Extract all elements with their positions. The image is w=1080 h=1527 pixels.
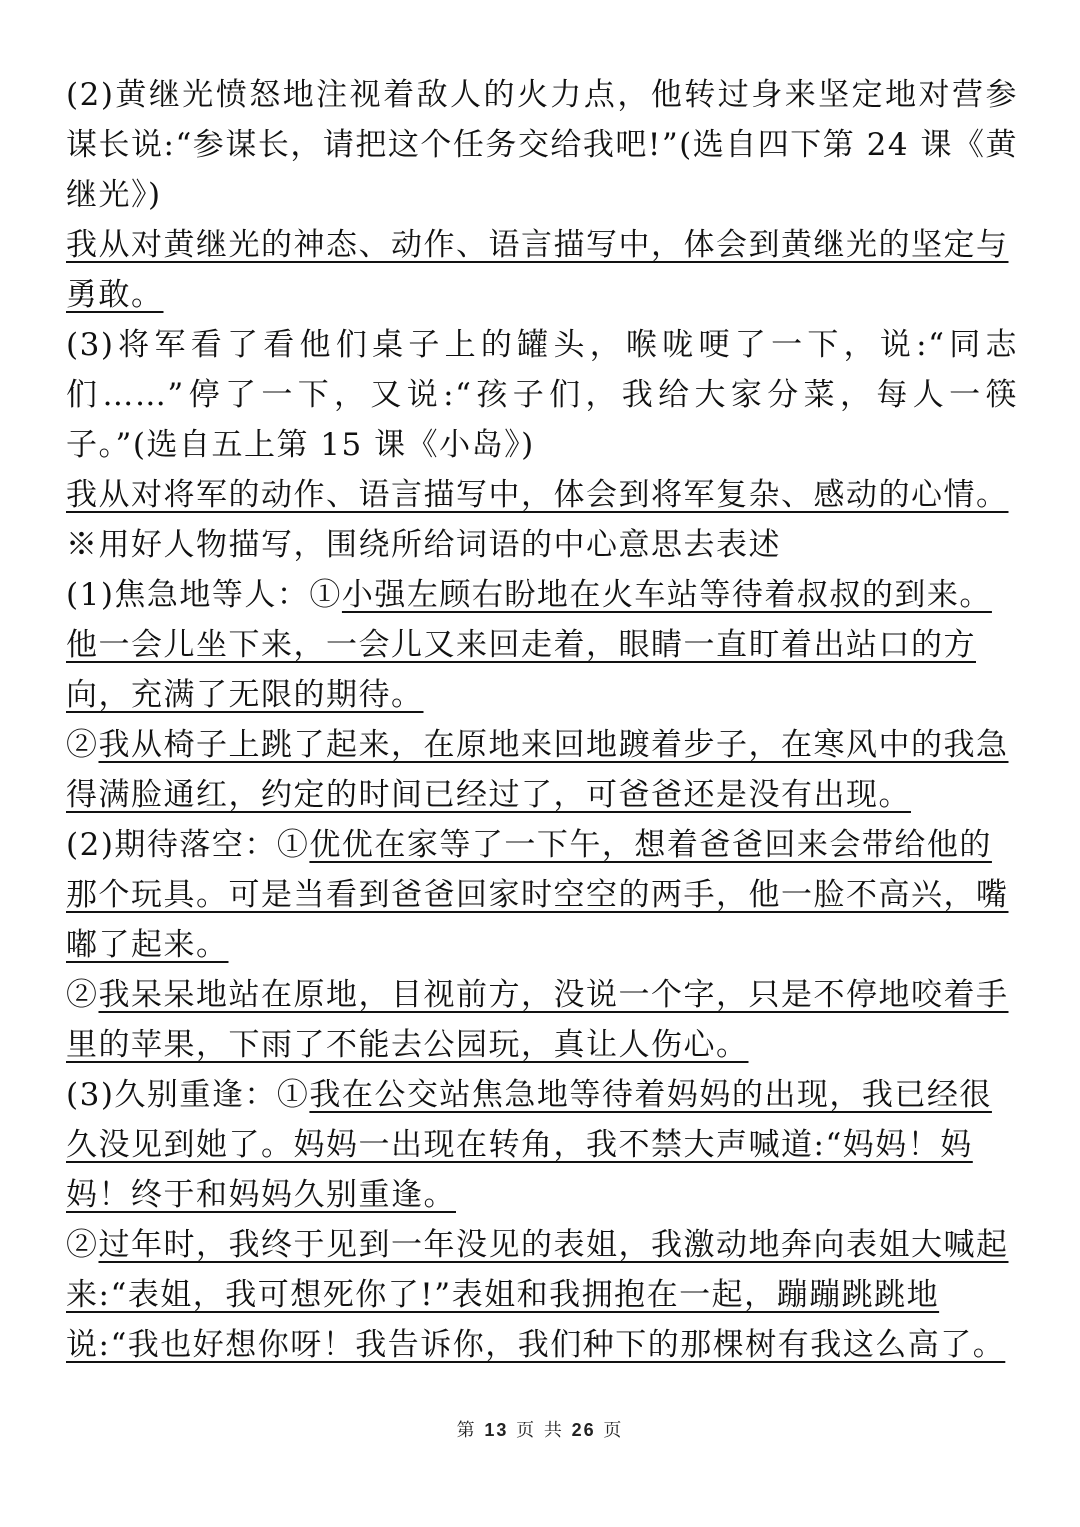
prompt-1-label-2: ② [66,727,99,763]
example-2-answer [66,220,1018,320]
prompt-1-label: (1)焦急地等人：① [66,577,342,613]
prompt-1-answer-2 [66,720,1018,820]
prompt-3-label: (3)久别重逢：① [66,1077,310,1113]
footer-prefix: 第 [456,1420,477,1441]
prompt-2-label-2: ② [66,977,99,1013]
page-number-footer [0,1416,1080,1442]
prompt-2-answer-2-text: 我呆呆地站在原地，目视前方，没说一个字，只是不停地咬着手里的苹果，下雨了不能去公园玩，真让人伤心。 [66,977,1009,1063]
prompt-3-answer-2 [66,1220,1018,1370]
page-content [66,70,1018,1370]
example-2-answer-text: 我从对黄继光的神态、动作、语言描写中，体会到黄继光的坚定与勇敢。 [66,227,1009,313]
prompt-2-answer-1-text: 优优在家等了一下午，想着爸爸回来会带给他的那个玩具。可是当看到爸爸回家时空空的两手，他一脸不高兴，嘴嘟了起来。 [66,827,1009,963]
example-3-quote: (3)将军看了看他们桌子上的罐头，喉咙哽了一下，说:“同志们……”停了一下，又说:“孩子们，我给大家分菜，每人一筷子。”(选自五上第 15 课《小岛》) [66,327,1018,463]
prompt-1-answer-1 [66,570,1018,720]
prompt-3-label-2: ② [66,1227,99,1263]
example-3-answer [66,470,1018,520]
example-2-quote: (2)黄继光愤怒地注视着敌人的火力点，他转过身来坚定地对营参谋长说:“参谋长，请把这个任务交给我吧!”(选自四下第 24 课《黄继光》) [66,77,1018,213]
prompt-2-answer-2 [66,970,1018,1070]
prompt-3-answer-1-text: 我在公交站焦急地等待着妈妈的出现，我已经很久没见到她了。妈妈一出现在转角，我不禁大声喊道:“妈妈！妈妈！终于和妈妈久别重逢。 [66,1077,992,1213]
prompt-1-answer-2-text: 我从椅子上跳了起来，在原地来回地踱着步子，在寒风中的我急得满脸通红，约定的时间已经过了，可爸爸还是没有出现。 [66,727,1009,813]
prompt-3-answer-1 [66,1070,1018,1220]
prompt-1-answer-1-text: 小强左顾右盼地在火车站等待着叔叔的到来。他一会儿坐下来，一会儿又来回走着，眼睛一直盯着出站口的方向，充满了无限的期待。 [66,577,992,713]
example-3-answer-text: 我从对将军的动作、语言描写中，体会到将军复杂、感动的心情。 [66,477,1009,513]
prompt-2-answer-1 [66,820,1018,970]
footer-current-page: 13 [484,1420,509,1440]
footer-middle: 页 共 [516,1420,564,1441]
prompt-3-answer-2-text: 过年时，我终于见到一年没见的表姐，我激动地奔向表姐大喊起来:“表姐，我可想死你了!”表姐和我拥抱在一起，蹦蹦跳跳地说:“我也好想你呀！我告诉你，我们种下的那棵树有我这么高了。 [66,1227,1009,1363]
prompt-2-label: (2)期待落空：① [66,827,310,863]
footer-suffix: 页 [603,1420,624,1441]
footer-total-pages: 26 [571,1420,596,1440]
section-heading: ※用好人物描写，围绕所给词语的中心意思去表述 [66,527,781,563]
